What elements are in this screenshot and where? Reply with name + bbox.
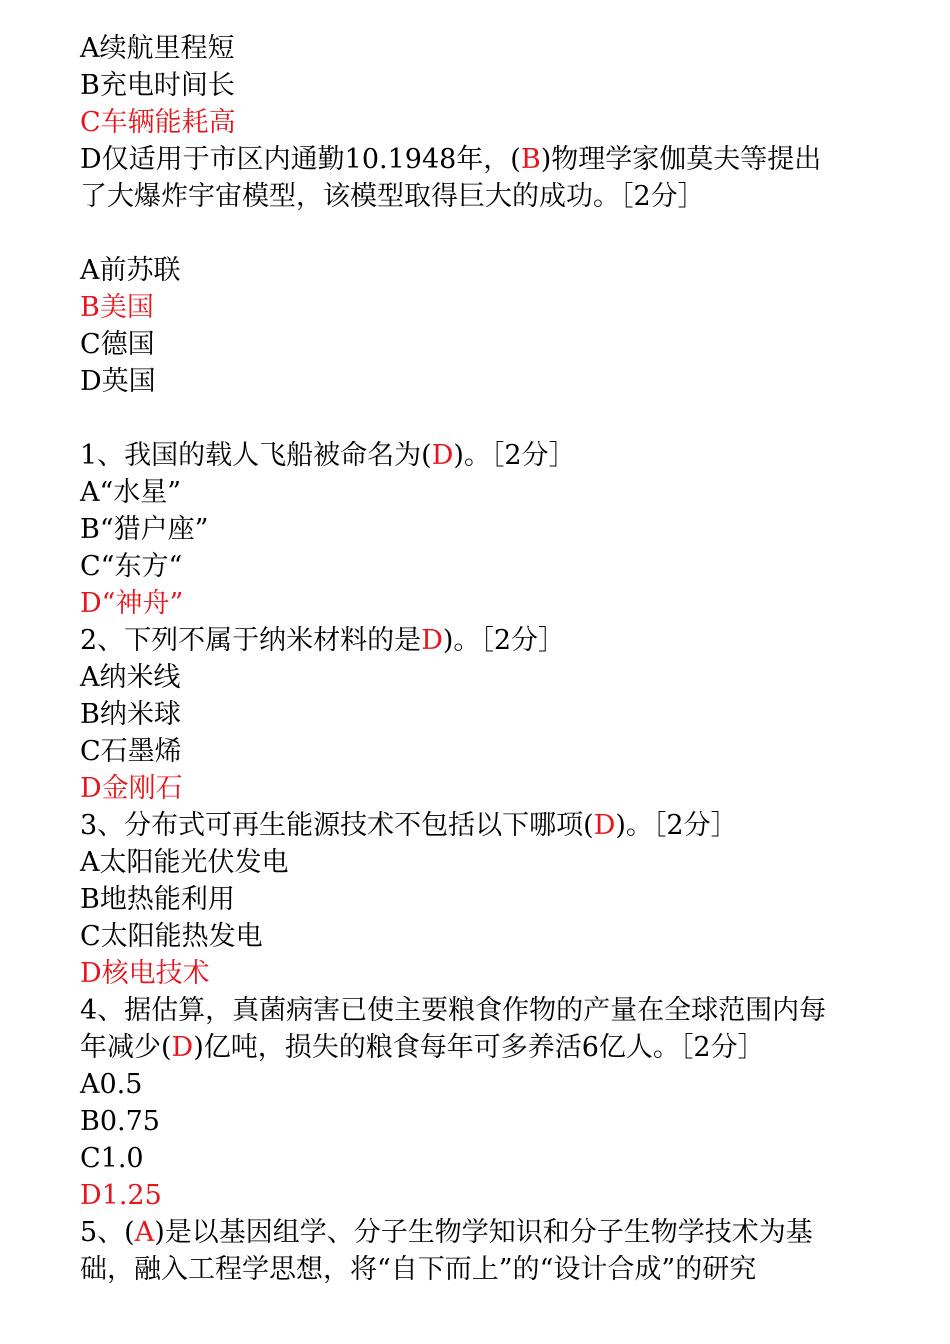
- text-line: [80, 696, 880, 733]
- text-segment: D仅适用于市区内通勤10.1948年，(: [80, 144, 521, 175]
- answer-text: D: [421, 625, 443, 656]
- answer-text: B美国: [80, 292, 154, 323]
- answer-text: B: [520, 144, 541, 175]
- document-page: [80, 30, 880, 1288]
- text-line: [80, 733, 880, 770]
- text-segment: A前苏联: [80, 255, 181, 286]
- text-line: [80, 178, 880, 215]
- text-segment: 2、下列不属于纳米材料的是: [80, 625, 422, 656]
- text-segment: C“东方“: [80, 551, 183, 582]
- text-line: [80, 881, 880, 918]
- text-line: [80, 622, 880, 659]
- text-segment: A纳米线: [80, 662, 181, 693]
- text-segment: C1.0: [80, 1143, 144, 1174]
- answer-text: D: [431, 440, 454, 471]
- text-line: [80, 437, 880, 474]
- answer-text: D“神舟”: [80, 588, 184, 619]
- text-line: [80, 918, 880, 955]
- answer-text: D: [593, 810, 616, 841]
- text-segment: 础，融入工程学思想，将“自下而上”的“设计合成”的研究: [80, 1254, 757, 1285]
- text-line: [80, 67, 880, 104]
- text-line: [80, 585, 880, 622]
- text-line: [80, 770, 880, 807]
- text-line: [80, 955, 880, 992]
- text-line: [80, 363, 880, 400]
- answer-text: D: [171, 1032, 194, 1063]
- text-line: [80, 252, 880, 289]
- text-line: [80, 1140, 880, 1177]
- text-line: [80, 1029, 880, 1066]
- answer-text: C车辆能耗高: [80, 107, 236, 138]
- blank-line: [80, 215, 880, 252]
- answer-text: A: [134, 1217, 155, 1248]
- text-segment: )。［2分］: [442, 625, 566, 656]
- answer-text: D核电技术: [80, 958, 210, 989]
- text-segment: A0.5: [80, 1069, 143, 1100]
- text-line: [80, 844, 880, 881]
- text-segment: B充电时间长: [80, 70, 235, 101]
- text-segment: D英国: [80, 366, 156, 397]
- text-segment: 3、分布式可再生能源技术不包括以下哪项(: [80, 810, 594, 841]
- text-segment: C太阳能热发电: [80, 921, 263, 952]
- blank-line: [80, 400, 880, 437]
- text-segment: 1、我国的载人飞船被命名为(: [80, 440, 432, 471]
- text-segment: A“水星”: [80, 477, 182, 508]
- text-line: [80, 30, 880, 67]
- answer-text: D金刚石: [80, 773, 183, 804]
- text-segment: B地热能利用: [80, 884, 235, 915]
- text-line: [80, 326, 880, 363]
- text-segment: 4、据估算，真菌病害已使主要粮食作物的产量在全球范围内每: [80, 995, 827, 1026]
- text-segment: C德国: [80, 329, 155, 360]
- text-line: [80, 141, 880, 178]
- text-segment: 年减少(: [80, 1032, 172, 1063]
- text-line: [80, 511, 880, 548]
- text-line: [80, 1214, 880, 1251]
- text-segment: B纳米球: [80, 699, 181, 730]
- text-line: [80, 1177, 880, 1214]
- text-segment: C石墨烯: [80, 736, 182, 767]
- text-segment: )。［2分］: [615, 810, 738, 841]
- text-line: [80, 548, 880, 585]
- text-line: [80, 289, 880, 326]
- text-segment: A续航里程短: [80, 33, 235, 64]
- text-line: [80, 474, 880, 511]
- answer-text: D1.25: [80, 1180, 162, 1211]
- text-segment: )。［2分］: [453, 440, 576, 471]
- text-segment: B0.75: [80, 1106, 160, 1137]
- text-line: [80, 1103, 880, 1140]
- text-segment: 5、(: [80, 1217, 135, 1248]
- text-line: [80, 659, 880, 696]
- text-segment: )亿吨，损失的粮食每年可多养活6亿人。［2分］: [193, 1032, 765, 1063]
- text-line: [80, 1066, 880, 1103]
- text-line: [80, 807, 880, 844]
- text-segment: 了大爆炸宇宙模型，该模型取得巨大的成功。［2分］: [80, 181, 705, 212]
- text-segment: B“猎户座”: [80, 514, 209, 545]
- text-segment: )物理学家伽莫夫等提出: [540, 144, 822, 175]
- text-line: [80, 104, 880, 141]
- text-line: [80, 1251, 880, 1288]
- text-line: [80, 992, 880, 1029]
- text-segment: A太阳能光伏发电: [80, 847, 289, 878]
- text-segment: )是以基因组学、分子生物学知识和分子生物学技术为基: [154, 1217, 813, 1248]
